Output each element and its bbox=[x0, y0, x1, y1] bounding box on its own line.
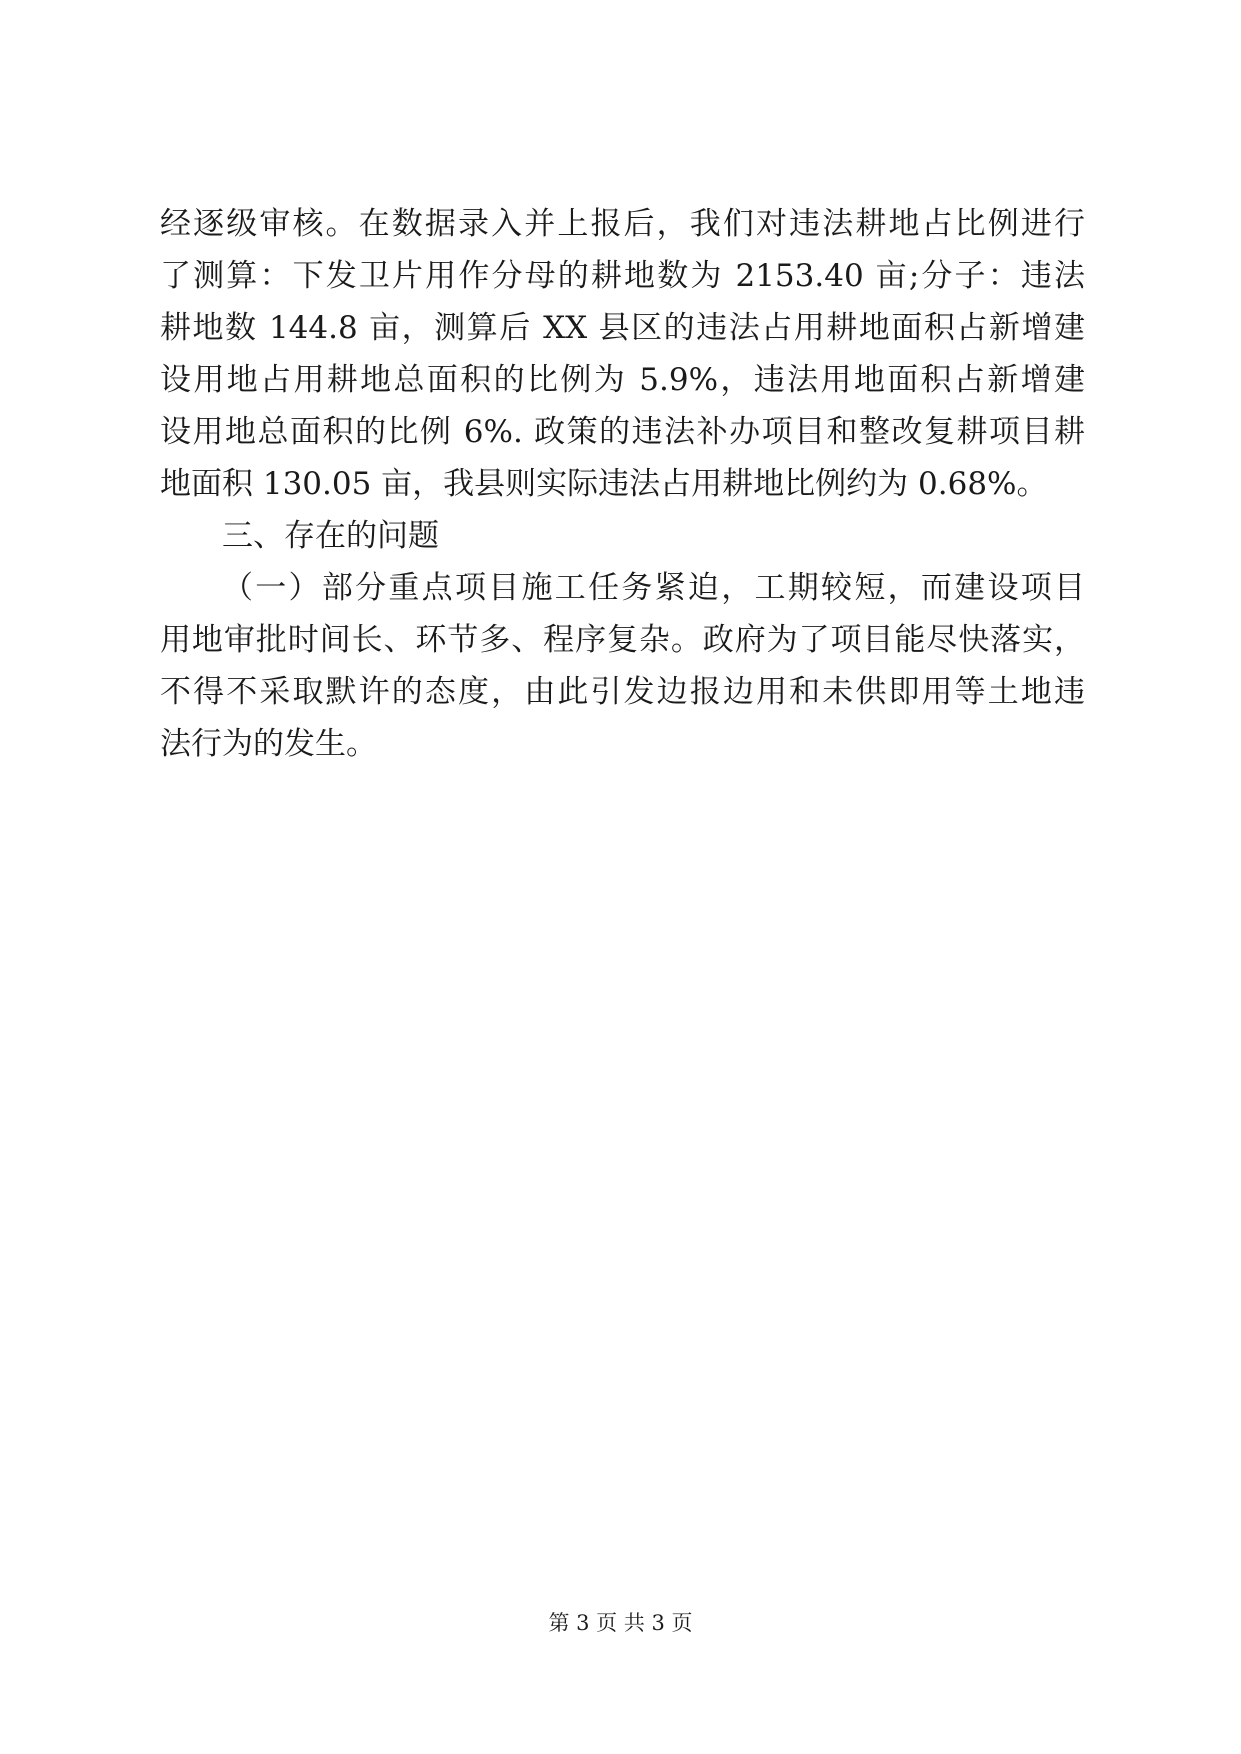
paragraph-line: 经逐级审核。在数据录入并上报后，我们对违法耕地占比例进行 bbox=[160, 206, 1085, 242]
paragraph-line: 地面积 130.05 亩，我县则实际违法占用耕地比例约为 0.68%。 bbox=[160, 466, 1048, 502]
paragraph-line: 耕地数 144.8 亩，测算后 XX 县区的违法占用耕地面积占新增建 bbox=[160, 310, 1085, 346]
paragraph-line: （一）部分重点项目施工任务紧迫，工期较短，而建设项目 bbox=[222, 570, 1085, 606]
document-body bbox=[160, 198, 1085, 770]
paragraph-line: 不得不采取默许的态度，由此引发边报边用和未供即用等土地违 bbox=[160, 674, 1085, 710]
paragraph-line: 了测算：下发卫片用作分母的耕地数为 2153.40 亩;分子：违法 bbox=[160, 258, 1085, 294]
paragraph-line: 法行为的发生。 bbox=[160, 726, 377, 762]
page-footer: 第 3 页 共 3 页 bbox=[548, 1611, 693, 1635]
paragraph-line: 设用地总面积的比例 6%. 政策的违法补办项目和整改复耕项目耕 bbox=[160, 414, 1085, 450]
paragraph-line: 用地审批时间长、环节多、程序复杂。政府为了项目能尽快落实， bbox=[160, 622, 1085, 658]
section-heading: 三、存在的问题 bbox=[222, 518, 439, 554]
paragraph-problem-one bbox=[160, 562, 1085, 770]
paragraph-data-calculation bbox=[160, 198, 1085, 510]
paragraph-line: 设用地占用耕地总面积的比例为 5.9%，违法用地面积占新增建 bbox=[160, 362, 1085, 398]
